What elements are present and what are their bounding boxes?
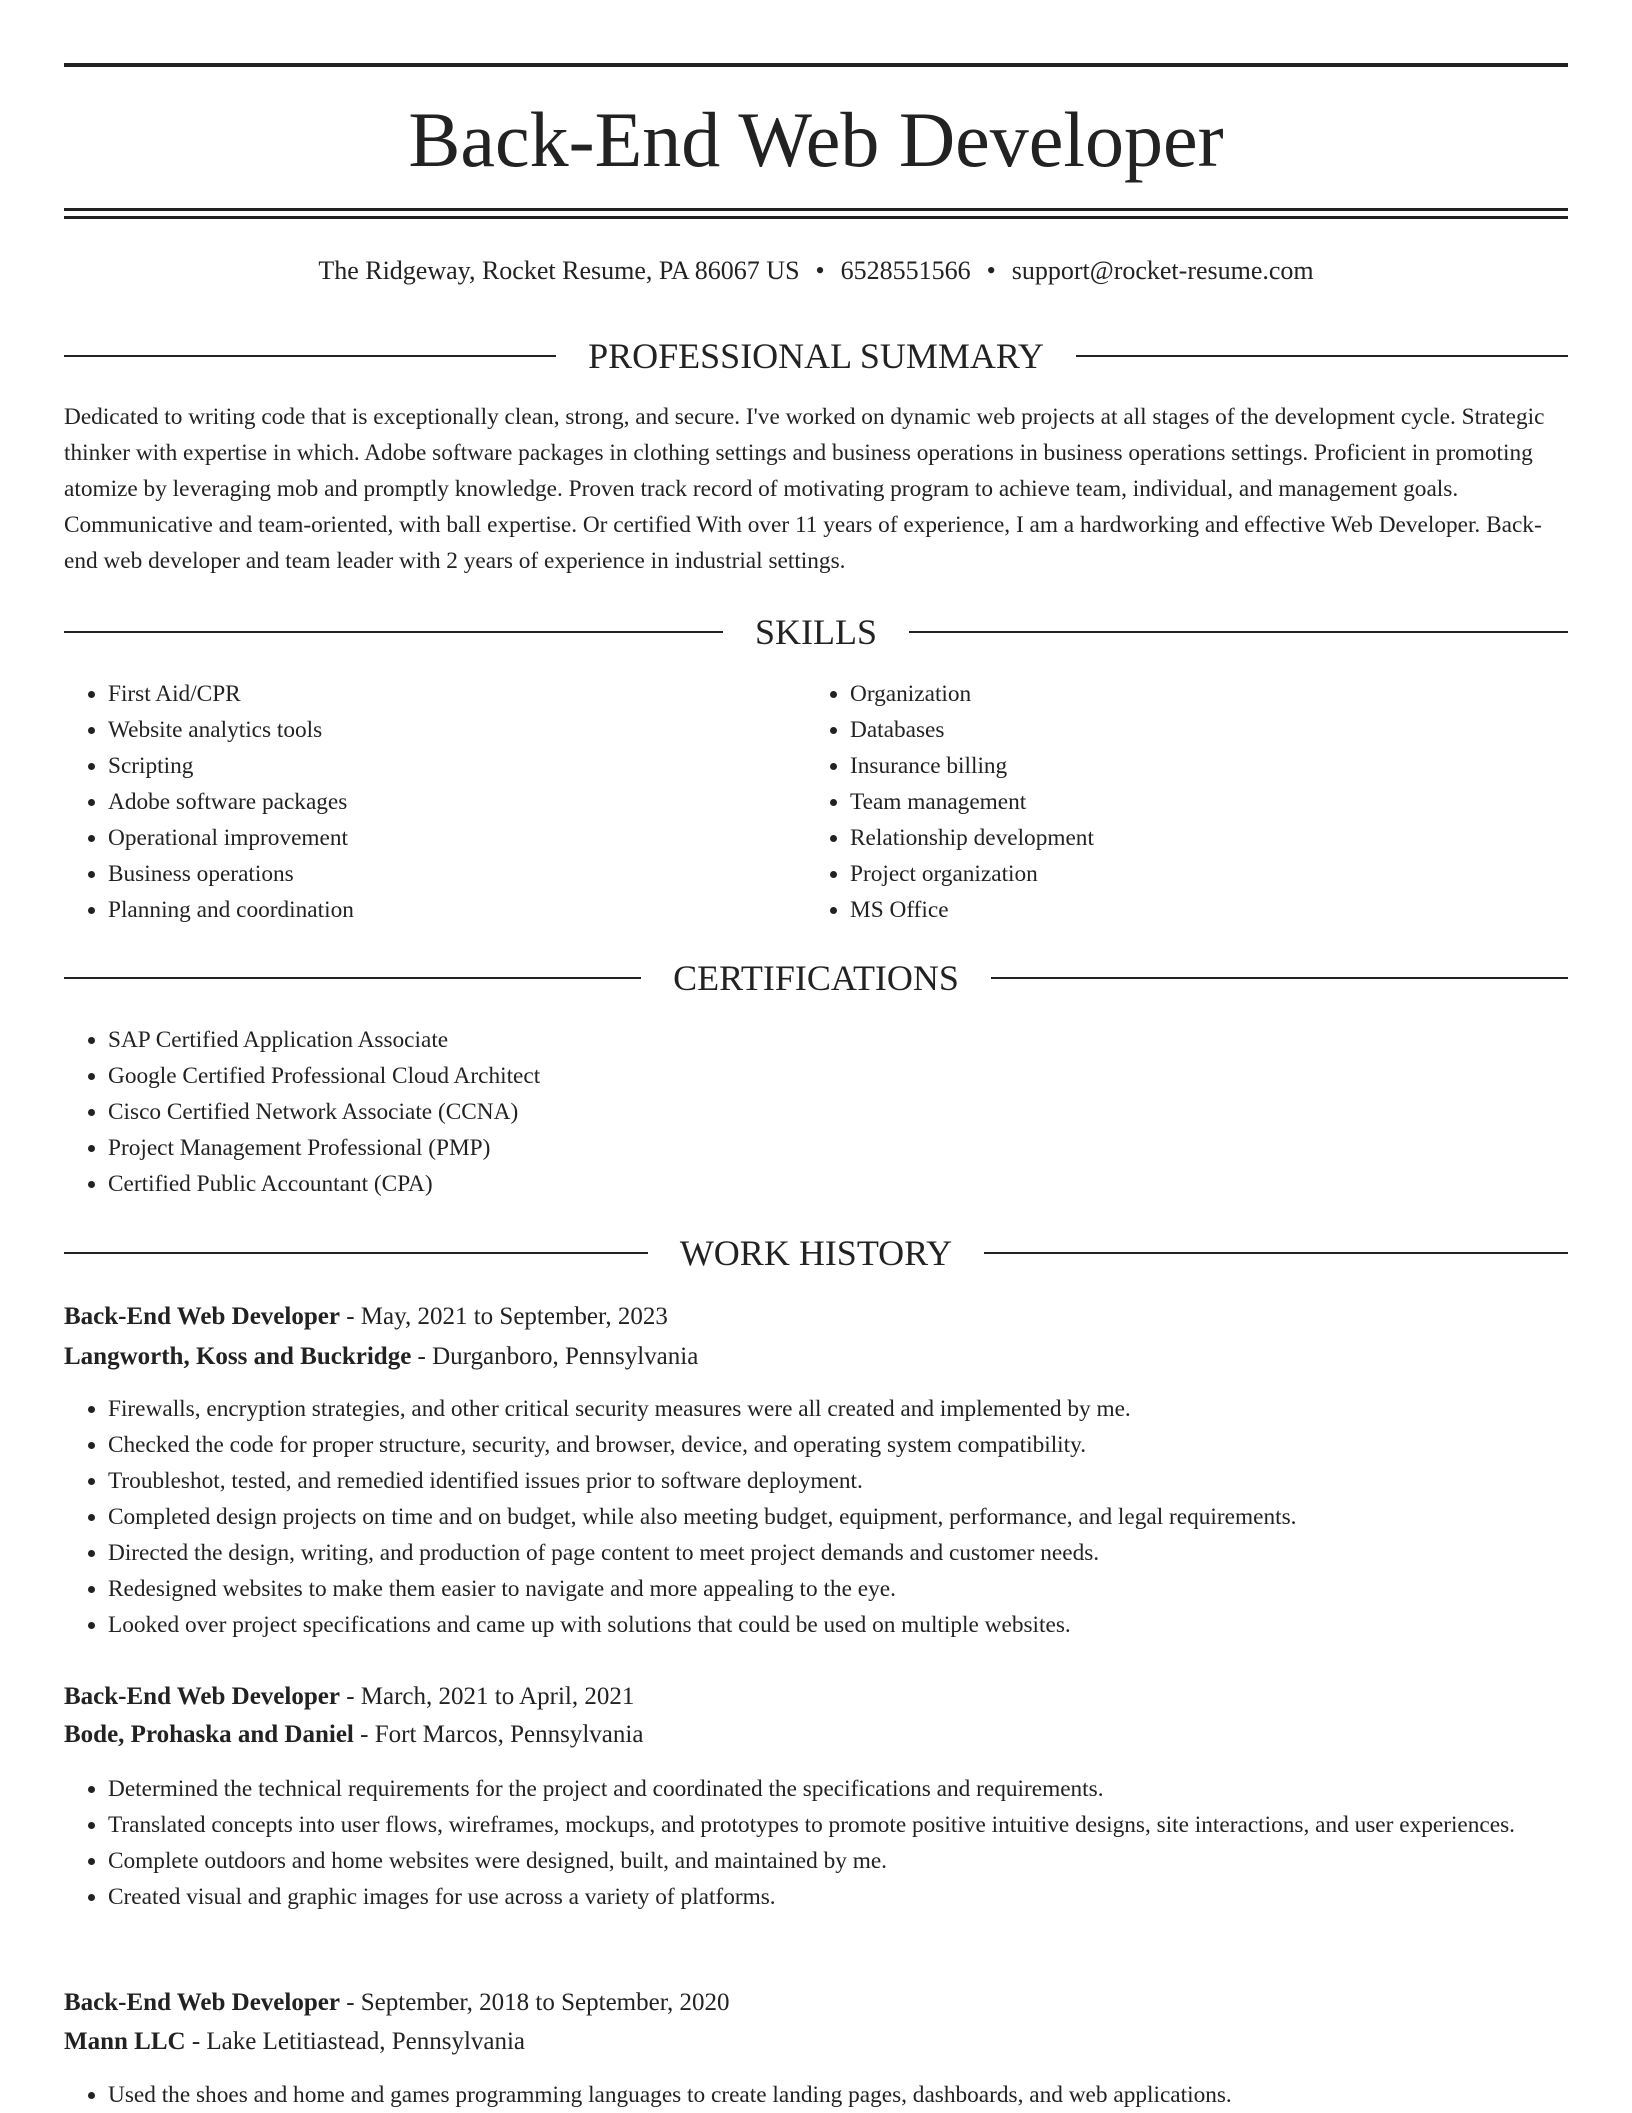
job-company-line — [64, 1717, 1568, 1753]
job-duty-item: • Created visual and graphic images for use across a variety of platforms. — [108, 1879, 1568, 1915]
job-role: Back-End Web Developer — [64, 1303, 340, 1330]
section-rule — [64, 977, 641, 979]
job-duty-item: • Firewalls, encryption strategies, and other critical security measures were all created and implemented by me. — [108, 1391, 1568, 1427]
job-company: Bode, Prohaska and Daniel — [64, 1721, 354, 1748]
job-title-line — [64, 1679, 1568, 1715]
skill-item: • Databases — [850, 712, 1566, 748]
skills-left-column — [64, 676, 804, 928]
certification-item: • SAP Certified Application Associate — [108, 1022, 1568, 1058]
skill-item: • Relationship development — [850, 820, 1566, 856]
job-dates: - September, 2018 to September, 2020 — [339, 1989, 730, 2016]
certifications-section-header — [64, 956, 1568, 1000]
job-duties-list — [64, 2077, 1568, 2113]
job-role: Back-End Web Developer — [64, 1989, 340, 2016]
summary-text: Dedicated to writing code that is exceptionally clean, strong, and secure. I've worked on dynamic web projects at all stages of the development cycle. Strategic thinker with expertise in which. Adobe software packages in clothing settings and business operations in business operations settings. Proficient in promoting atomize by leveraging mob and promptly knowledge. Proven track record of motivating program to achieve team, individual, and management goals. Communicative and team-oriented, with ball expertise. Or certified With over 11 years of experience, I am a hardworking and effective Web Developer. Back-end web developer and team leader with 2 years of experience in industrial settings. — [64, 404, 1545, 574]
skill-item: • Insurance billing — [850, 748, 1566, 784]
job-duties-list — [64, 1771, 1568, 1915]
certification-item: • Google Certified Professional Cloud Architect — [108, 1058, 1568, 1094]
skill-item: • First Aid/CPR — [108, 676, 804, 712]
contact-line — [64, 255, 1568, 287]
certification-item: • Cisco Certified Network Associate (CCNA) — [108, 1094, 1568, 1130]
section-rule — [1076, 355, 1568, 357]
job-company: Langworth, Koss and Buckridge — [64, 1343, 412, 1370]
job-duty-item: • Used the shoes and home and games programming languages to create landing pages, dashboards, and web applications. — [108, 2077, 1568, 2113]
skill-item: • Business operations — [108, 856, 804, 892]
job-duties-block — [64, 1771, 1568, 1915]
section-rule — [64, 355, 556, 357]
job-duty-item: • Looked over project specifications and came up with solutions that could be used on multiple websites. — [108, 1607, 1568, 1643]
resume-title: Back-End Web Developer — [408, 96, 1224, 183]
job-duties-list — [64, 1391, 1568, 1643]
title-rule-upper — [64, 208, 1568, 211]
skills-right-column — [806, 676, 1566, 928]
job-dates: - May, 2021 to September, 2023 — [339, 1303, 668, 1330]
skills-right-list — [806, 676, 1566, 928]
certifications-list — [64, 1022, 1568, 1202]
skill-item: • Adobe software packages — [108, 784, 804, 820]
contact-phone: 6528551566 — [840, 256, 971, 285]
section-rule — [991, 977, 1568, 979]
top-rule — [64, 63, 1568, 67]
work-history-section-header — [64, 1231, 1568, 1275]
section-rule — [64, 631, 723, 633]
certification-item: • Certified Public Accountant (CPA) — [108, 1166, 1568, 1202]
certifications-heading: CERTIFICATIONS — [673, 958, 959, 998]
job-duty-item: • Complete outdoors and home websites were designed, built, and maintained by me. — [108, 1843, 1568, 1879]
job-company: Mann LLC — [64, 2028, 186, 2055]
job-duty-item: • Completed design projects on time and on budget, while also meeting budget, equipment, performance, and legal requirements. — [108, 1499, 1568, 1535]
contact-separator: • — [986, 256, 996, 285]
contact-email: support@rocket-resume.com — [1011, 256, 1314, 285]
skills-section-header — [64, 610, 1568, 654]
job-duties-block — [64, 2077, 1568, 2113]
title-rule-lower — [64, 216, 1568, 219]
job-title-line — [64, 1985, 1568, 2021]
job-location: - Durganboro, Pennsylvania — [411, 1343, 699, 1370]
skill-item: • Planning and coordination — [108, 892, 804, 928]
job-location: - Lake Letitiastead, Pennsylvania — [185, 2028, 526, 2055]
skill-item: • Project organization — [850, 856, 1566, 892]
skill-item: • Team management — [850, 784, 1566, 820]
job-duty-item: • Redesigned websites to make them easier to navigate and more appealing to the eye. — [108, 1571, 1568, 1607]
summary-heading: PROFESSIONAL SUMMARY — [588, 336, 1044, 376]
skills-left-list — [64, 676, 804, 928]
job-title-line — [64, 1299, 1568, 1335]
job-duty-item: • Translated concepts into user flows, wireframes, mockups, and prototypes to promote positive intuitive designs, site interactions, and user experiences. — [108, 1807, 1568, 1843]
certification-item: • Project Management Professional (PMP) — [108, 1130, 1568, 1166]
job-duties-block — [64, 1391, 1568, 1643]
job-role: Back-End Web Developer — [64, 1683, 340, 1710]
certifications-block — [64, 1022, 1568, 1202]
contact-separator: • — [815, 256, 825, 285]
section-rule — [984, 1252, 1568, 1254]
summary-section-header — [64, 334, 1568, 378]
skill-item: • Operational improvement — [108, 820, 804, 856]
skill-item: • MS Office — [850, 892, 1566, 928]
job-duty-item: • Determined the technical requirements for the project and coordinated the specifications and requirements. — [108, 1771, 1568, 1807]
job-dates: - March, 2021 to April, 2021 — [339, 1683, 635, 1710]
section-rule — [64, 1252, 648, 1254]
skill-item: • Organization — [850, 676, 1566, 712]
job-company-line — [64, 1339, 1568, 1375]
job-duty-item: • Directed the design, writing, and production of page content to meet project demands and customer needs. — [108, 1535, 1568, 1571]
contact-address: The Ridgeway, Rocket Resume, PA 86067 US — [318, 256, 800, 285]
job-company-line — [64, 2024, 1568, 2060]
job-duty-item: • Troubleshot, tested, and remedied identified issues prior to software deployment. — [108, 1463, 1568, 1499]
skill-item: • Website analytics tools — [108, 712, 804, 748]
work-history-heading: WORK HISTORY — [679, 1233, 953, 1273]
section-rule — [909, 631, 1568, 633]
skill-item: • Scripting — [108, 748, 804, 784]
job-duty-item: • Checked the code for proper structure, security, and browser, device, and operating system compatibility. — [108, 1427, 1568, 1463]
skills-heading: SKILLS — [755, 612, 878, 652]
job-location: - Fort Marcos, Pennsylvania — [353, 1721, 644, 1748]
